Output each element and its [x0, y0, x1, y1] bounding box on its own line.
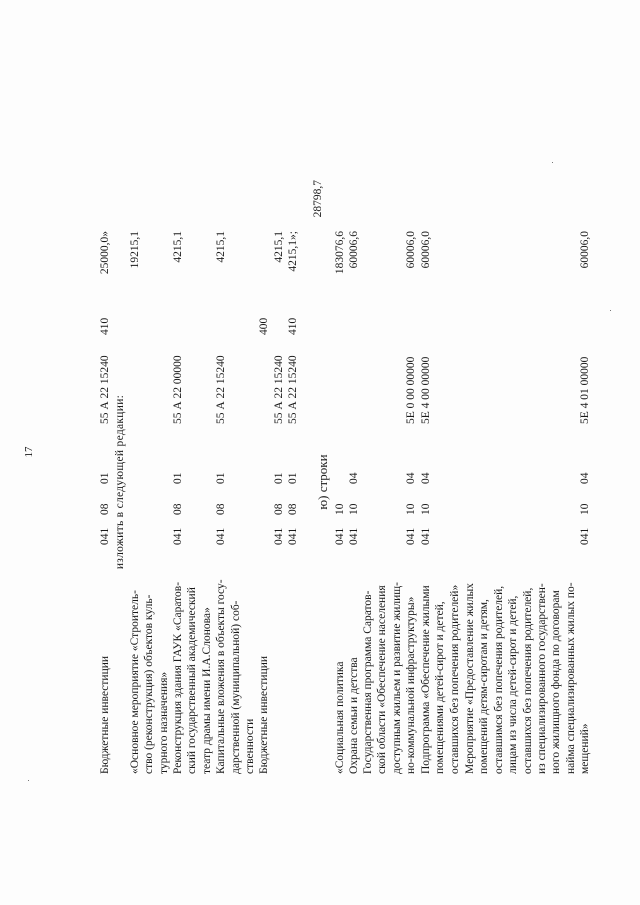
cell-grbs: 041 — [334, 527, 346, 545]
cell-amount: 4215,1 — [215, 231, 228, 263]
row-name: Мероприятие «Предоставление жилых помещений детям-сиротам и детям, оставшимся без попечения родителей, лицам из числа детей-сирот и детей, оставшихся без попечения родителей, из специализированного государствен- ного жилищного фонда по договорам найма специализированных жилых по- мещений» — [464, 582, 592, 774]
cell-rz: 10 — [334, 503, 346, 515]
scan-speck — [610, 310, 611, 311]
section-heading: ю) строки — [315, 454, 330, 510]
cell-rz: 08 — [99, 503, 111, 515]
row-name: Охрана семьи и детства — [348, 657, 360, 774]
cell-grbs: 041 — [579, 527, 592, 545]
edit-instruction: изложить в следующей редакции: — [114, 394, 126, 570]
cell-pr: 04 — [348, 472, 360, 484]
cell-csr: 5Е 4 00 00000 — [420, 356, 432, 424]
cell-pr: 04 — [420, 472, 432, 484]
row-name: ственности Бюджетные инвестиции — [244, 655, 271, 774]
cell-grbs: 041 — [287, 527, 299, 545]
cell-csr: 55 А 22 15240 — [287, 355, 299, 424]
cell-csr: 55 А 22 15240 — [272, 355, 285, 424]
cell-pr: 01 — [99, 472, 111, 484]
scan-speck — [552, 162, 553, 163]
rotated-content — [20, 122, 620, 782]
cell-grbs: 041 — [420, 527, 432, 545]
row-name: «Основное мероприятие «Строитель- ство (реконструкция) объектов куль- турного назначения» — [129, 590, 170, 774]
cell-csr: 55 А 22 15240 — [215, 355, 228, 424]
cell-amount: 19215,1 — [129, 231, 141, 269]
cell-grbs: 041 — [405, 527, 418, 545]
cell-grbs: 041 — [348, 527, 360, 545]
cell-pr: 04 — [405, 472, 418, 484]
cell-amount: 25000,0» — [99, 231, 111, 275]
cell-amount: 60006,0 — [405, 231, 418, 269]
row-name: Реконструкция здания ГАУК «Саратов- ский государственный академический — [172, 581, 199, 774]
cell-amount: 60006,0 — [420, 231, 432, 269]
cell-rz: 08 — [272, 503, 285, 515]
row-name: «Социальная политика — [334, 661, 346, 774]
cell-pr: 01 — [215, 472, 228, 484]
cell-vr: 410 — [287, 317, 299, 335]
cell-amount: 4215,1 — [272, 231, 285, 263]
cell-vr: 410 — [99, 317, 111, 335]
row-name: театр драмы имени И.А.Слонова» Капитальные вложения в объекты госу- дарственной (муниципальной) соб- — [201, 579, 242, 774]
cell-rz: 10 — [420, 503, 432, 515]
cell-pr: 04 — [579, 472, 592, 484]
cell-csr: 5Е 0 00 00000 — [405, 356, 418, 424]
cell-vr: 400 — [258, 317, 271, 335]
cell-pr: 01 — [272, 472, 285, 484]
cell-amount: 60006,6 — [348, 231, 360, 269]
page-number: 17 — [23, 446, 35, 458]
cell-amount: 183076,6 — [334, 231, 346, 275]
cell-grbs: 041 — [99, 527, 111, 545]
cell-rz: 10 — [579, 503, 592, 515]
cell-csr: 55 А 22 15240 — [99, 355, 111, 424]
cell-csr: 55 А 22 00000 — [172, 355, 184, 424]
cell-rz: 10 — [405, 503, 418, 515]
cell-pr: 01 — [172, 472, 184, 484]
cell-grbs: 041 — [272, 527, 285, 545]
cell-grbs: 041 — [172, 527, 184, 545]
row-name: Государственная программа Саратов- ской области «Обеспечение населения доступным жильем и развитие жилищ- но-коммунальной инфраструктуры» — [362, 582, 418, 774]
cell-grbs: 041 — [215, 527, 228, 545]
cell-rz: 08 — [172, 503, 184, 515]
cell-csr: 5Е 4 01 00000 — [579, 356, 592, 424]
cell-pr: 01 — [287, 472, 299, 484]
cell-amount: 4215,1 — [172, 231, 184, 263]
cell-rz: 08 — [215, 503, 228, 515]
row-name: Подпрограмма «Обеспечение жилыми помещениями детей-сирот и детей, оставшихся без попечения родителей» — [420, 584, 461, 774]
cell-rz: 10 — [348, 503, 360, 515]
cell-rz: 08 — [287, 503, 299, 515]
cell-total: 28798,7 — [312, 180, 324, 218]
row-name: Бюджетные инвестиции — [99, 655, 111, 774]
scan-speck — [28, 780, 29, 781]
cell-amount: 60006,0 — [579, 231, 592, 269]
cell-amount: 4215,1»; — [287, 231, 299, 272]
